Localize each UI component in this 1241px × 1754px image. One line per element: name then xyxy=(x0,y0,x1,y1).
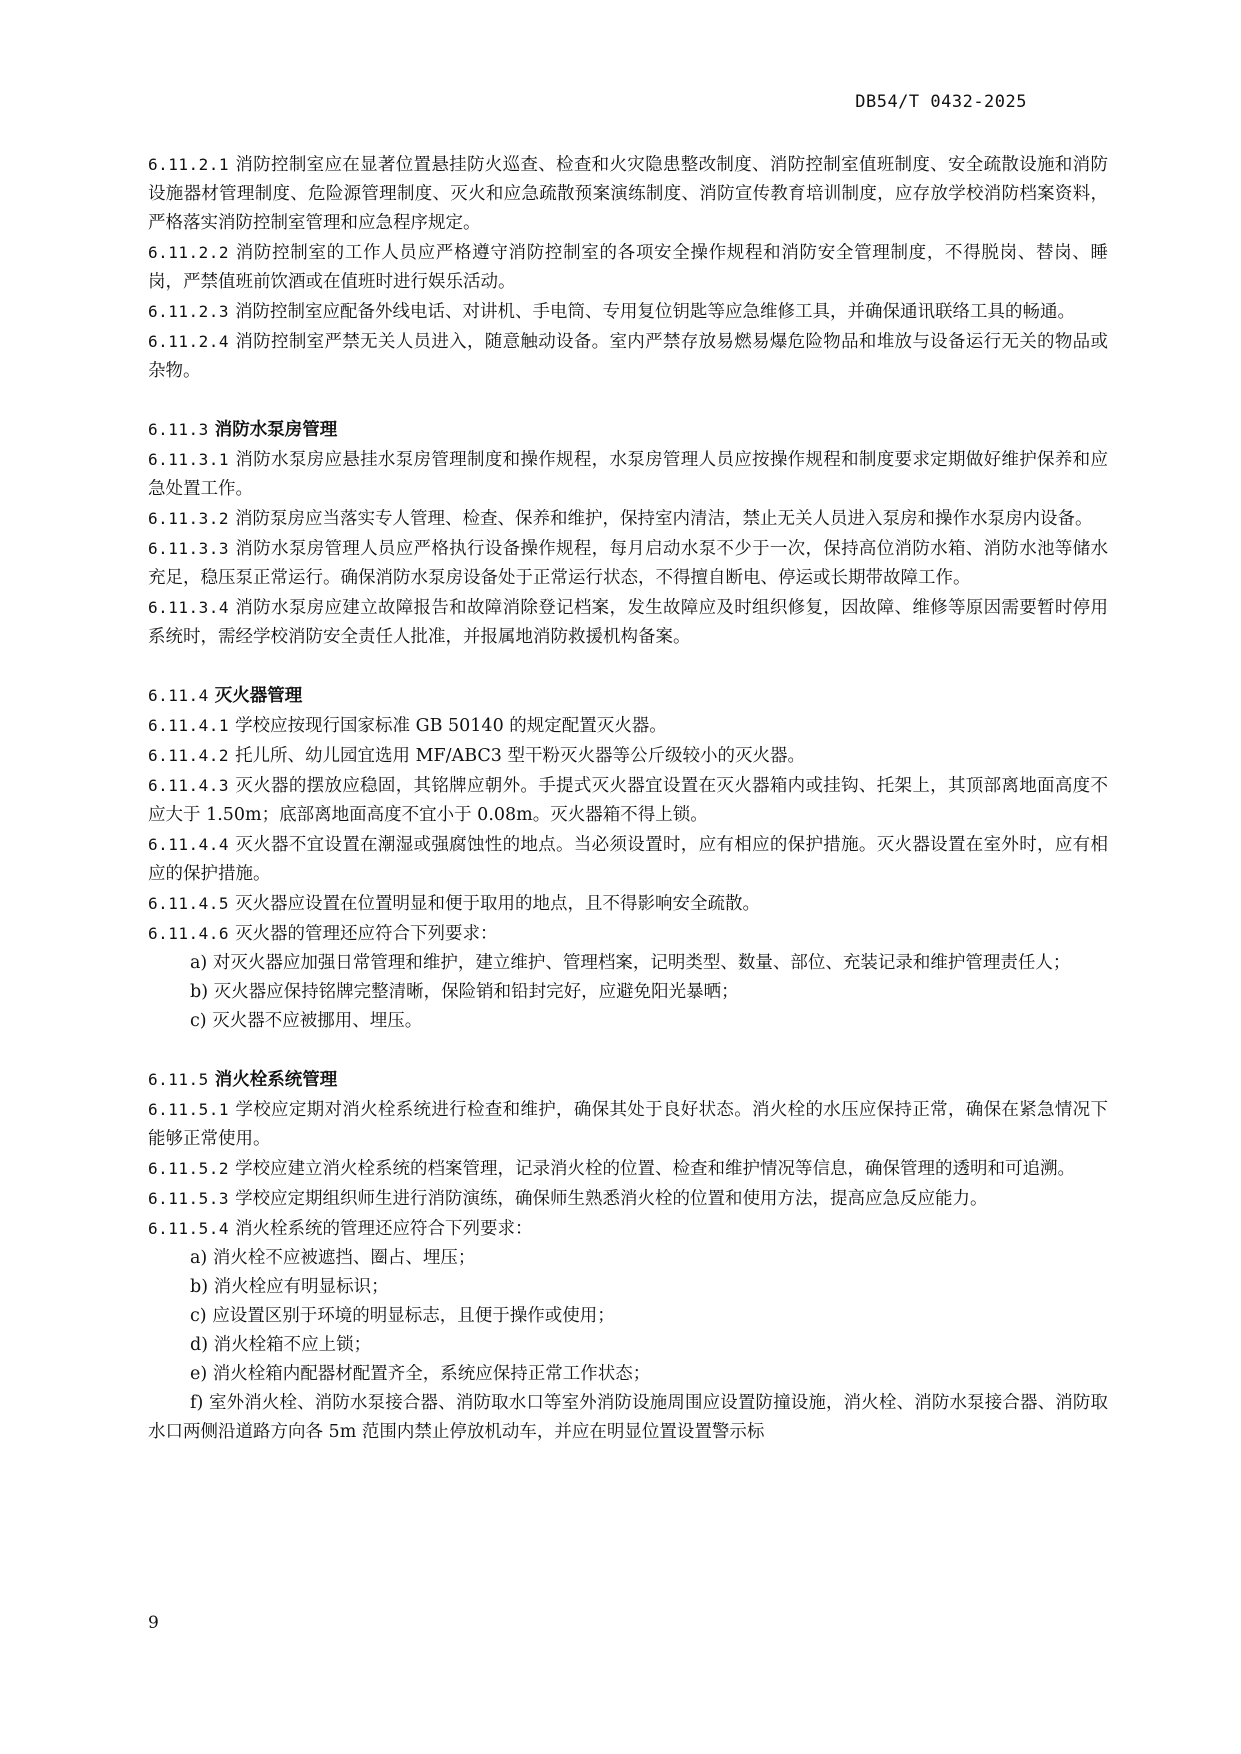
clause-6-11-5-3 xyxy=(148,1184,1108,1214)
list-item-c: c) 应设置区别于环境的明显标志，且便于操作或使用； xyxy=(190,1306,615,1326)
clause-number: 6.11.5.4 xyxy=(148,1219,230,1238)
clause-number: 6.11.2.4 xyxy=(148,332,230,351)
clause-number: 6.11.5.2 xyxy=(148,1159,230,1178)
clause-number: 6.11.2.3 xyxy=(148,302,230,321)
section-number: 6.11.4 xyxy=(148,686,209,705)
clause-number: 6.11.2.2 xyxy=(148,243,230,262)
clause-text: 消防水泵房应悬挂水泵房管理制度和操作规程，水泵房管理人员应按操作规程和制度要求定期做好维护保养和应急处置工作。 xyxy=(148,450,1108,499)
clause-number: 6.11.5.1 xyxy=(148,1100,230,1119)
clause-6-11-2-3 xyxy=(148,297,1108,327)
clause-number: 6.11.5.3 xyxy=(148,1189,230,1208)
clause-6-11-5-4 xyxy=(148,1214,1108,1244)
clause-6-11-5-1 xyxy=(148,1095,1108,1154)
clause-6-11-3-4 xyxy=(148,593,1108,652)
page-number: 9 xyxy=(148,1613,159,1633)
clause-6-11-4-2 xyxy=(148,741,1108,771)
document-code: DB54/T 0432-2025 xyxy=(855,92,1027,112)
clause-6-11-3-2 xyxy=(148,504,1108,534)
clause-text: 学校应定期对消火栓系统进行检查和维护，确保其处于良好状态。消火栓的水压应保持正常，确保在紧急情况下能够正常使用。 xyxy=(148,1100,1108,1149)
clause-6-11-4-6 xyxy=(148,919,1108,949)
clause-text: 消防水泵房管理人员应严格执行设备操作规程，每月启动水泵不少于一次，保持高位消防水箱、消防水池等储水充足，稳压泵正常运行。确保消防水泵房设备处于正常运行状态，不得擅自断电、停运或长期带故障工作。 xyxy=(148,539,1108,588)
clause-text: 消防控制室应在显著位置悬挂防火巡查、检查和火灾隐患整改制度、消防控制室值班制度、安全疏散设施和消防设施器材管理制度、危险源管理制度、灭火和应急疏散预案演练制度、消防宣传教育培训制度，应存放学校消防档案资料，严格落实消防控制室管理和应急程序规定。 xyxy=(148,155,1108,233)
clause-number: 6.11.2.1 xyxy=(148,155,230,174)
clause-6-11-4-3 xyxy=(148,771,1108,830)
section-title: 消防水泵房管理 xyxy=(214,420,338,440)
clause-number: 6.11.4.5 xyxy=(148,894,230,913)
clause-text: 托儿所、幼儿园宜选用 MF/ABC3 型干粉灭火器等公斤级较小的灭火器。 xyxy=(235,746,805,766)
section-title: 灭火器管理 xyxy=(214,686,303,706)
section-heading-6-11-5 xyxy=(148,1065,1108,1095)
clause-number: 6.11.4.6 xyxy=(148,924,230,943)
clause-6-11-2-2 xyxy=(148,238,1108,297)
document-body xyxy=(148,150,1108,1447)
clause-6-11-4-4 xyxy=(148,830,1108,889)
list-item-b: b) 消火栓应有明显标识； xyxy=(190,1277,389,1297)
clause-text: 灭火器应设置在位置明显和便于取用的地点，且不得影响安全疏散。 xyxy=(235,894,761,914)
list-item-f: f) 室外消火栓、消防水泵接合器、消防取水口等室外消防设施周围应设置防撞设施，消火栓、消防水泵接合器、消防取水口两侧沿道路方向各 5m 范围内禁止停放机动车，并应在明显位置设置警示标 xyxy=(148,1393,1108,1442)
clause-6-11-2-1 xyxy=(148,150,1108,238)
clause-text: 灭火器的管理还应符合下列要求： xyxy=(235,924,498,944)
clause-number: 6.11.4.1 xyxy=(148,716,230,735)
clause-number: 6.11.3.4 xyxy=(148,598,230,617)
section-number: 6.11.5 xyxy=(148,1070,209,1089)
list-item-d: d) 消火栓箱不应上锁； xyxy=(190,1335,372,1355)
clause-number: 6.11.4.3 xyxy=(148,776,230,795)
clause-number: 6.11.3.1 xyxy=(148,450,230,469)
list-item-e: e) 消火栓箱内配器材配置齐全，系统应保持正常工作状态； xyxy=(190,1364,651,1384)
clause-6-11-4-1 xyxy=(148,711,1108,741)
clause-text: 消防泵房应当落实专人管理、检查、保养和维护，保持室内清洁，禁止无关人员进入泵房和操作水泵房内设备。 xyxy=(235,509,1093,529)
clause-number: 6.11.3.2 xyxy=(148,509,230,528)
clause-6-11-3-3 xyxy=(148,534,1108,593)
section-title: 消火栓系统管理 xyxy=(214,1070,338,1090)
clause-text: 消火栓系统的管理还应符合下列要求： xyxy=(235,1219,533,1239)
clause-text: 消防控制室应配备外线电话、对讲机、手电筒、专用复位钥匙等应急维修工具，并确保通讯联络工具的畅通。 xyxy=(235,302,1076,322)
section-heading-6-11-4 xyxy=(148,681,1108,711)
clause-number: 6.11.4.4 xyxy=(148,835,230,854)
clause-text: 灭火器的摆放应稳固，其铭牌应朝外。手提式灭火器宜设置在灭火器箱内或挂钩、托架上，其顶部离地面高度不应大于 1.50m；底部离地面高度不宜小于 0.08m。灭火器箱不得上锁。 xyxy=(148,776,1108,825)
clause-6-11-3-1 xyxy=(148,445,1108,504)
clause-6-11-4-5 xyxy=(148,889,1108,919)
clause-text: 消防控制室严禁无关人员进入，随意触动设备。室内严禁存放易燃易爆危险物品和堆放与设备运行无关的物品或杂物。 xyxy=(148,332,1108,381)
clause-text: 学校应按现行国家标准 GB 50140 的规定配置灭火器。 xyxy=(235,716,667,736)
section-heading-6-11-3 xyxy=(148,415,1108,445)
clause-text: 消防水泵房应建立故障报告和故障消除登记档案，发生故障应及时组织修复，因故障、维修等原因需要暂时停用系统时，需经学校消防安全责任人批准，并报属地消防救援机构备案。 xyxy=(148,598,1108,647)
list-item-c: c) 灭火器不应被挪用、埋压。 xyxy=(190,1011,423,1031)
clause-6-11-5-2 xyxy=(148,1154,1108,1184)
clause-text: 灭火器不宜设置在潮湿或强腐蚀性的地点。当必须设置时，应有相应的保护措施。灭火器设置在室外时，应有相应的保护措施。 xyxy=(148,835,1108,884)
list-item-a: a) 消火栓不应被遮挡、圈占、埋压； xyxy=(190,1248,476,1268)
list-item-a: a) 对灭火器应加强日常管理和维护，建立维护、管理档案，记明类型、数量、部位、充装记录和维护管理责任人； xyxy=(190,953,1071,973)
section-number: 6.11.3 xyxy=(148,420,209,439)
clause-text: 学校应定期组织师生进行消防演练，确保师生熟悉消火栓的位置和使用方法，提高应急反应能力。 xyxy=(235,1189,988,1209)
clause-6-11-2-4 xyxy=(148,327,1108,386)
clause-text: 学校应建立消火栓系统的档案管理，记录消火栓的位置、检查和维护情况等信息，确保管理的透明和可追溯。 xyxy=(235,1159,1076,1179)
list-item-b: b) 灭火器应保持铭牌完整清晰，保险销和铅封完好，应避免阳光暴晒； xyxy=(190,982,739,1002)
clause-number: 6.11.3.3 xyxy=(148,539,230,558)
clause-number: 6.11.4.2 xyxy=(148,746,230,765)
clause-text: 消防控制室的工作人员应严格遵守消防控制室的各项安全操作规程和消防安全管理制度，不得脱岗、替岗、睡岗，严禁值班前饮酒或在值班时进行娱乐活动。 xyxy=(148,243,1108,292)
